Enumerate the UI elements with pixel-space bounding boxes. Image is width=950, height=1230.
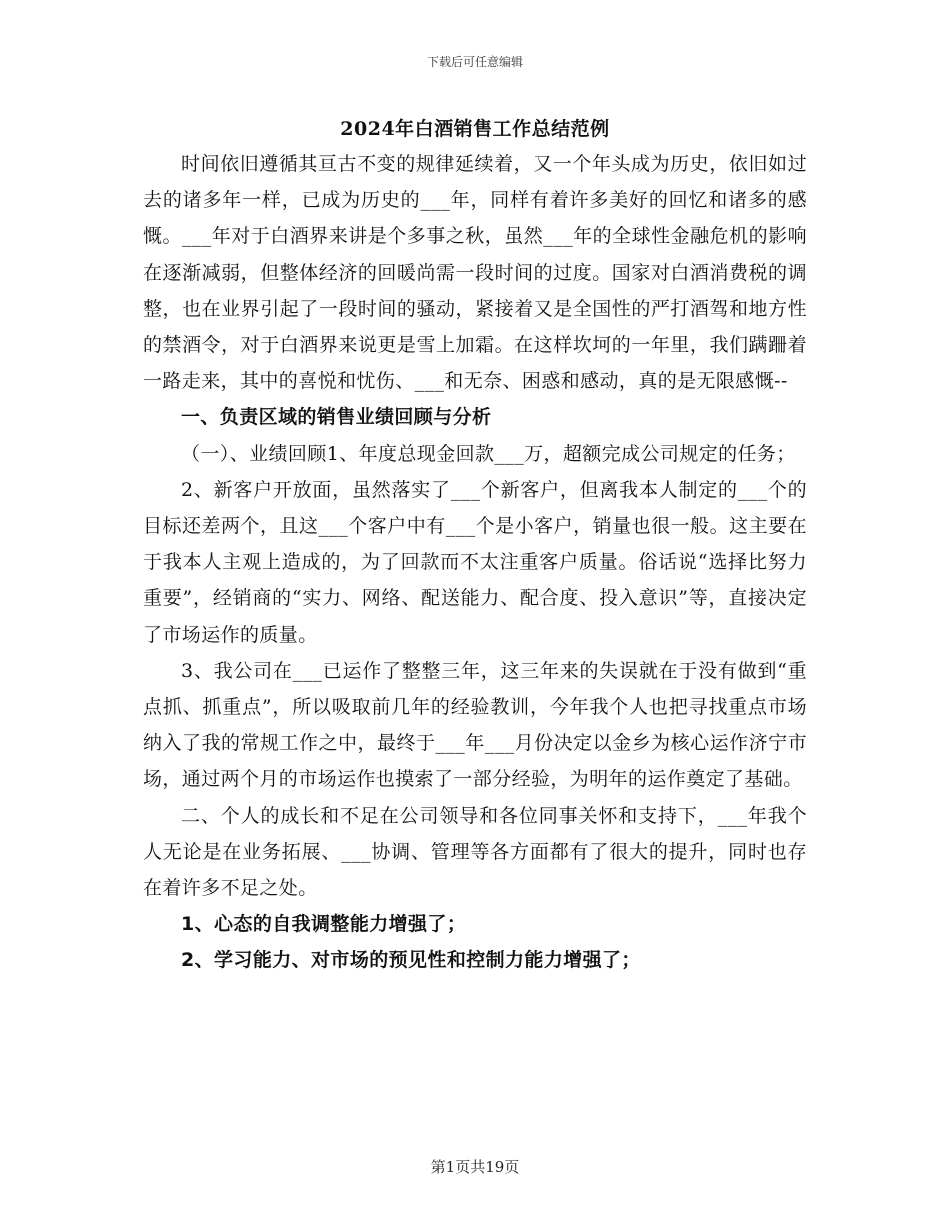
section-heading-1: 一、负责区域的销售业绩回顾与分析 xyxy=(181,406,492,429)
header-note: 下载后可任意编辑 xyxy=(426,55,523,69)
page-number-footer: 第1页共19页 xyxy=(430,1158,520,1176)
document-title: 2024年白酒销售工作总结范例 xyxy=(340,118,610,140)
paragraph-personal-growth: 二、个人的成长和不足在公司领导和各位同事关怀和支持下，___年我个人无论是在业务拓展、___协调、管理等各方面都有了很大的提升，同时也存在着许多不足之处。 xyxy=(143,804,807,900)
paragraph-new-customers: 2、新客户开放面，虽然落实了___个新客户，但离我本人制定的___个的目标还差两个，且这___个客户中有___个是小客户，销量也很一般。这主要在于我本人主观上造成的，为了回款而不太注重客户质量。俗话说“选择比努力重要”，经销商的“实力、网络、配送能力、配合度、投入意识”等，直接决定了市场运作的质量。 xyxy=(143,478,807,646)
paragraph-market-operation: 3、我公司在___已运作了整整三年，这三年来的失误就在于没有做到“重点抓、抓重点”，所以吸取前几年的经验教训，今年我个人也把寻找重点市场纳入了我的常规工作之中，最终于___年___月份决定以金乡为核心运作济宁市场，通过两个月的市场运作也摸索了一部分经验，为明年的运作奠定了基础。 xyxy=(143,659,807,791)
list-item-mindset: 1、心态的自我调整能力增强了； xyxy=(181,913,467,936)
document-body xyxy=(143,146,807,979)
paragraph-performance-review: （一）、业绩回顾1、年度总现金回款___万，超额完成公司规定的任务； xyxy=(181,442,796,465)
intro-paragraph: 时间依旧遵循其亘古不变的规律延续着，又一个年头成为历史，依旧如过去的诸多年一样，已成为历史的___年，同样有着许多美好的回忆和诸多的感慨。___年对于白酒界来讲是个多事之秋，虽然___年的全球性金融危机的影响在逐渐减弱，但整体经济的回暖尚需一段时间的过度。国家对白酒消费税的调整，也在业界引起了一段时间的骚动，紧接着又是全国性的严打酒驾和地方性的禁酒令，对于白酒界来说更是雪上加霜。在这样坎坷的一年里，我们蹒跚着一路走来，其中的喜悦和忧伤、___和无奈、困惑和感动，真的是无限感慨-- xyxy=(143,153,807,393)
list-item-learning: 2、学习能力、对市场的预见性和控制力能力增强了； xyxy=(181,949,641,972)
